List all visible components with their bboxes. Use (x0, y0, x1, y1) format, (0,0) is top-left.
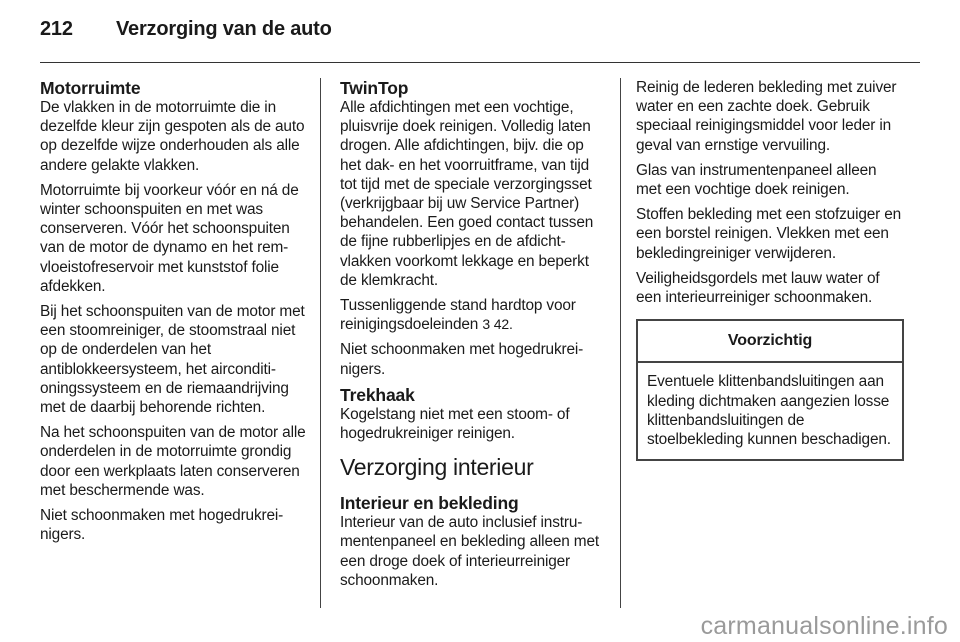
paragraph: Bij het schoonspuiten van de motor met een stoomreiniger, de stoomstraal niet op de onderdelen van het antiblokkeersysteem, het airconditioningssysteem en de riemaandrijving met de daarbij behorende richten. (40, 303, 305, 417)
paragraph: Kogelstang niet met een stoom- of hogedrukreiniger reinigen. (340, 405, 570, 443)
paragraph: Reinig de lederen bekleding met zuiver water en een zachte doek. Gebruik speciaal reinigingsmiddel voor leder in geval van ernstige vervuiling. (636, 79, 897, 154)
paragraph: Alle afdichtingen met een vochtige, pluisvrije doek reinigen. Volledig laten drogen. Alle afdichtingen, bijv. die op het dak- en het voorruitframe, van tijd tot tijd met de speciale verzorgingsset (verkrijgbaar bij uw Service Partner) behandelen. Een goed contact tussen de fijne rubberlipjes en de afdichtvlakken voorkomt lekkage en beperkt de klemkracht. (340, 99, 594, 289)
paragraph: Na het schoonspuiten van de motor alle onderdelen in de motorruimte grondig door een werkplaats laten conserveren met beschermende was. (40, 424, 306, 499)
page-reference-link[interactable]: 3 42. (482, 316, 513, 333)
paragraph: Niet schoonmaken met hogedrukreinigers. (340, 341, 584, 378)
paragraph: De vlakken in de motorruimte die in dezelfde kleur zijn gespoten als de auto op dezelfde wijze onderhouden als alle andere gelakte vlakken. (40, 99, 305, 174)
caution-title: Voorzichtig (638, 321, 902, 363)
paragraph-text: Tussenliggende stand hardtop voor reinigingsdoeleinden (340, 297, 576, 334)
paragraph: Glas van instrumentenpaneel alleen met een vochtige doek reinigen. (636, 161, 877, 199)
heading-twintop: TwinTop (340, 78, 409, 98)
watermark: carmanualsonline.info (700, 612, 948, 640)
paragraph: Niet schoonmaken met hogedrukreinigers. (40, 507, 284, 544)
column-2 (340, 78, 606, 596)
column-1 (40, 78, 310, 550)
column-3 (636, 78, 904, 461)
caution-text: Eventuele klittenbandsluitingen aan kleding dichtmaken aangezien losse klittenbandsluitingen de stoelbekleding kunnen beschadigen. (647, 373, 891, 449)
paragraph (340, 296, 606, 334)
heading-motorruimte: Motorruimte (40, 78, 141, 98)
page-header (40, 18, 332, 41)
header-rule (40, 62, 920, 63)
heading-interieur: Interieur en bekleding (340, 493, 519, 514)
section-heading: Verzorging interieur (340, 454, 534, 481)
paragraph: Stoffen bekleding met een stofzuiger en een borstel reinigen. Vlekken met een bekledingreiniger verwijderen. (636, 206, 902, 262)
paragraph: Veiligheidsgordels met lauw water of een interieurreiniger schoonmaken. (636, 269, 880, 307)
caution-box (636, 319, 904, 461)
paragraph: Motorruimte bij voorkeur vóór en ná de winter schoonspuiten en met was conserveren. Vóór het schoonspuiten van de motor de dynamo en het remvloeistofreservoir met kunststof folie afdekken. (40, 181, 299, 295)
heading-trekhaak: Trekhaak (340, 384, 415, 405)
column-divider-1 (320, 78, 321, 608)
column-divider-2 (620, 78, 621, 608)
page-title: Verzorging van de auto (116, 18, 332, 40)
page-number: 212 (40, 18, 73, 40)
paragraph: Interieur van de auto inclusief instrumentenpaneel en bekleding alleen met een droge doek of interieurreiniger schoonmaken. (340, 514, 599, 589)
